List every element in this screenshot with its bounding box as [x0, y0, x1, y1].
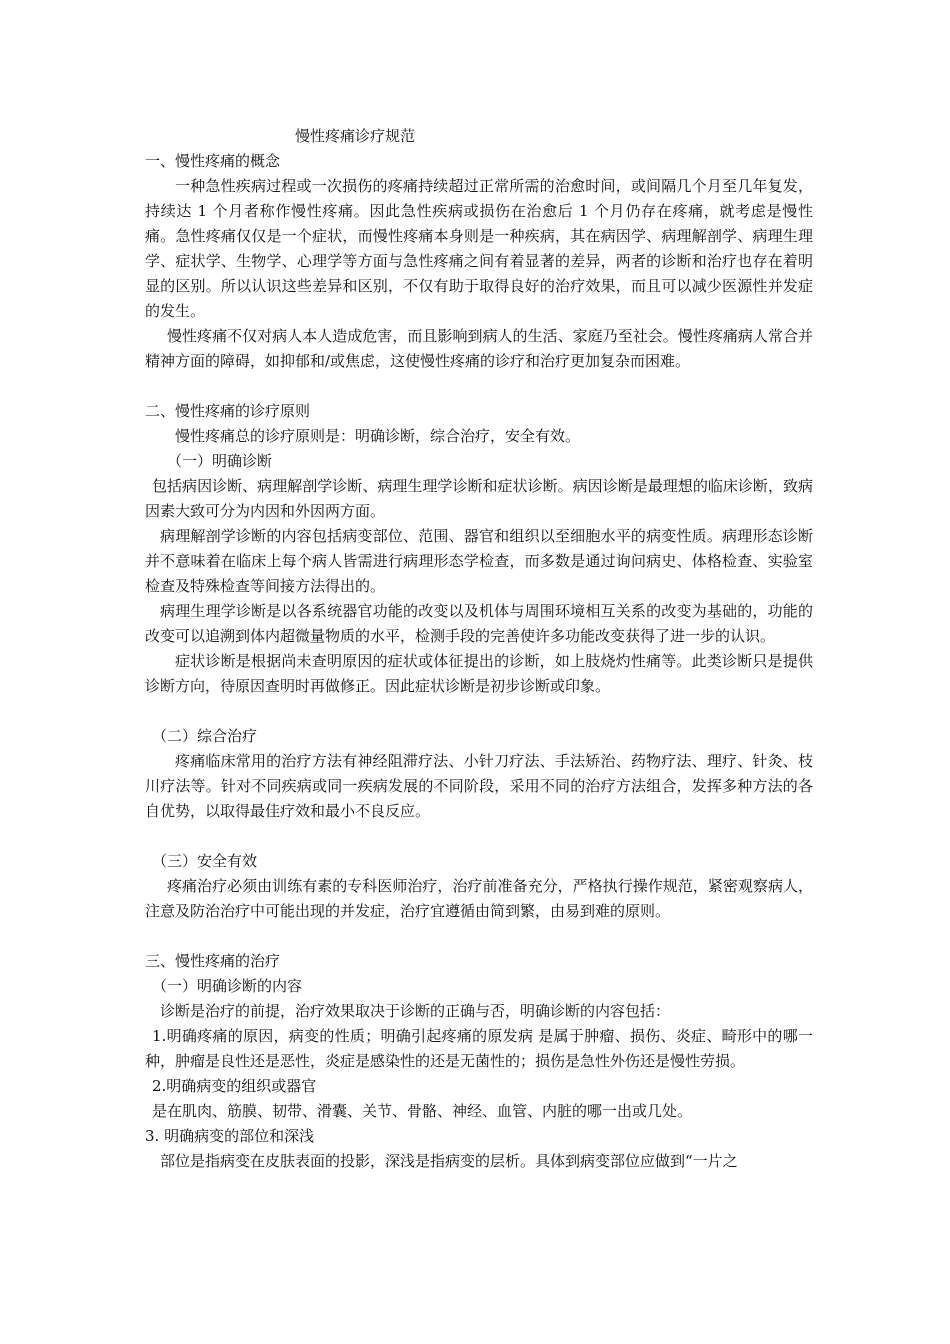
section1-heading: 一、慢性疼痛的概念 — [145, 152, 281, 170]
spacer — [145, 824, 813, 849]
spacer — [145, 374, 813, 399]
section2-intro: 慢性疼痛总的诊疗原则是：明确诊断，综合治疗，安全有效。 — [175, 427, 581, 445]
section1-paragraph-2: 慢性疼痛不仅对病人本人造成危害，而且影响到病人的生活、家庭乃至社会。慢性疼痛病人常合并精神方面的障碍，如抑郁和/或焦虑，这使慢性疼痛的诊疗和治疗更加复杂而困难。 — [145, 327, 813, 370]
section2-sub2-heading: （二）综合治疗 — [152, 727, 258, 745]
section3-item-2-text: 是在肌肉、筋膜、韧带、滑囊、关节、骨骼、神经、血管、内脏的哪一出或几处。 — [152, 1102, 693, 1120]
section2-heading: 二、慢性疼痛的诊疗原则 — [145, 402, 311, 420]
section2-sub2-paragraph-1: 疼痛临床常用的治疗方法有神经阻滞疗法、小针刀疗法、手法矫治、药物疗法、理疗、针灸、枝川疗法等。针对不同疾病或同一疾病发展的不同阶段，采用不同的治疗方法组合，发挥多种方法的各自优势，以取得最佳疗效和最小不良反应。 — [145, 752, 813, 820]
section2-sub1-heading: （一）明确诊断 — [167, 452, 273, 470]
section2-sub3-heading: （三）安全有效 — [152, 852, 258, 870]
section3-intro: 诊断是治疗的前提，治疗效果取决于诊断的正确与否，明确诊断的内容包括： — [160, 1002, 671, 1020]
spacer — [145, 699, 813, 724]
section3-heading: 三、慢性疼痛的治疗 — [145, 952, 281, 970]
section2-sub1-paragraph-1: 包括病因诊断、病理解剖学诊断、病理生理学诊断和症状诊断。病因诊断是最理想的临床诊断，致病因素大致可分为内因和外因两方面。 — [145, 477, 813, 520]
section3-item-2-heading: 2.明确病变的组织或器官 — [152, 1077, 317, 1095]
section2-sub1-paragraph-2: 病理解剖学诊断的内容包括病变部位、范围、器官和组织以至细胞水平的病变性质。病理形态诊断并不意味着在临床上每个病人皆需进行病理形态学检查，而多数是通过询问病史、体格检查、实验室检查及特殊检查等间接方法得出的。 — [145, 527, 813, 595]
section2-sub3-paragraph-1: 疼痛治疗必须由训练有素的专科医师治疗，治疗前准备充分，严格执行操作规范，紧密观察病人，注意及防治治疗中可能出现的并发症，治疗宜遵循由简到繁，由易到难的原则。 — [145, 877, 813, 920]
section2-sub1-paragraph-3: 病理生理学诊断是以各系统器官功能的改变以及机体与周围环境相互关系的改变为基础的，功能的改变可以追溯到体内超微量物质的水平，检测手段的完善使许多功能改变获得了进一步的认识。 — [145, 602, 813, 645]
spacer — [145, 924, 813, 949]
section2-sub1-paragraph-4: 症状诊断是根据尚未查明原因的症状或体征提出的诊断，如上肢烧灼性痛等。此类诊断只是提供诊断方向，待原因查明时再做修正。因此症状诊断是初步诊断或印象。 — [145, 652, 813, 695]
section3-item-1: 1.明确疼痛的原因，病变的性质；明确引起疼痛的原发病 是属于肿瘤、损伤、炎症、畸形中的哪一种，肿瘤是良性还是恶性，炎症是感染性的还是无菌性的；损伤是急性外伤还是慢性劳损。 — [145, 1027, 813, 1070]
section3-item-3-heading: 3. 明确病变的部位和深浅 — [145, 1127, 315, 1145]
section1-paragraph-1: 一种急性疾病过程或一次损伤的疼痛持续超过正常所需的治愈时间，或间隔几个月至几年复发，持续达 1 个月者称作慢性疼痛。因此急性疾病或损伤在治愈后 1 个月仍存在疼痛，就考虑是慢性痛。急性疼痛仅仅是一个症状，而慢性疼痛本身则是一种疾病，其在病因学、病理解剖学、病理生理学、症状学、生物学、心理学等方面与急性疼痛之间有着显著的差异，两者的诊断和治疗也存在着明显的区别。所以认识这些差异和区别，不仅有助于取得良好的治疗效果，而且可以减少医源性并发症的发生。 — [145, 177, 813, 320]
section3-sub1-heading: （一）明确诊断的内容 — [152, 977, 303, 995]
document-body — [145, 124, 813, 1174]
document-title: 慢性疼痛诊疗规范 — [295, 127, 416, 145]
section3-item-3-text: 部位是指病变在皮肤表面的投影，深浅是指病变的层析。具体到病变部位应做到“一片之 — [160, 1152, 738, 1170]
